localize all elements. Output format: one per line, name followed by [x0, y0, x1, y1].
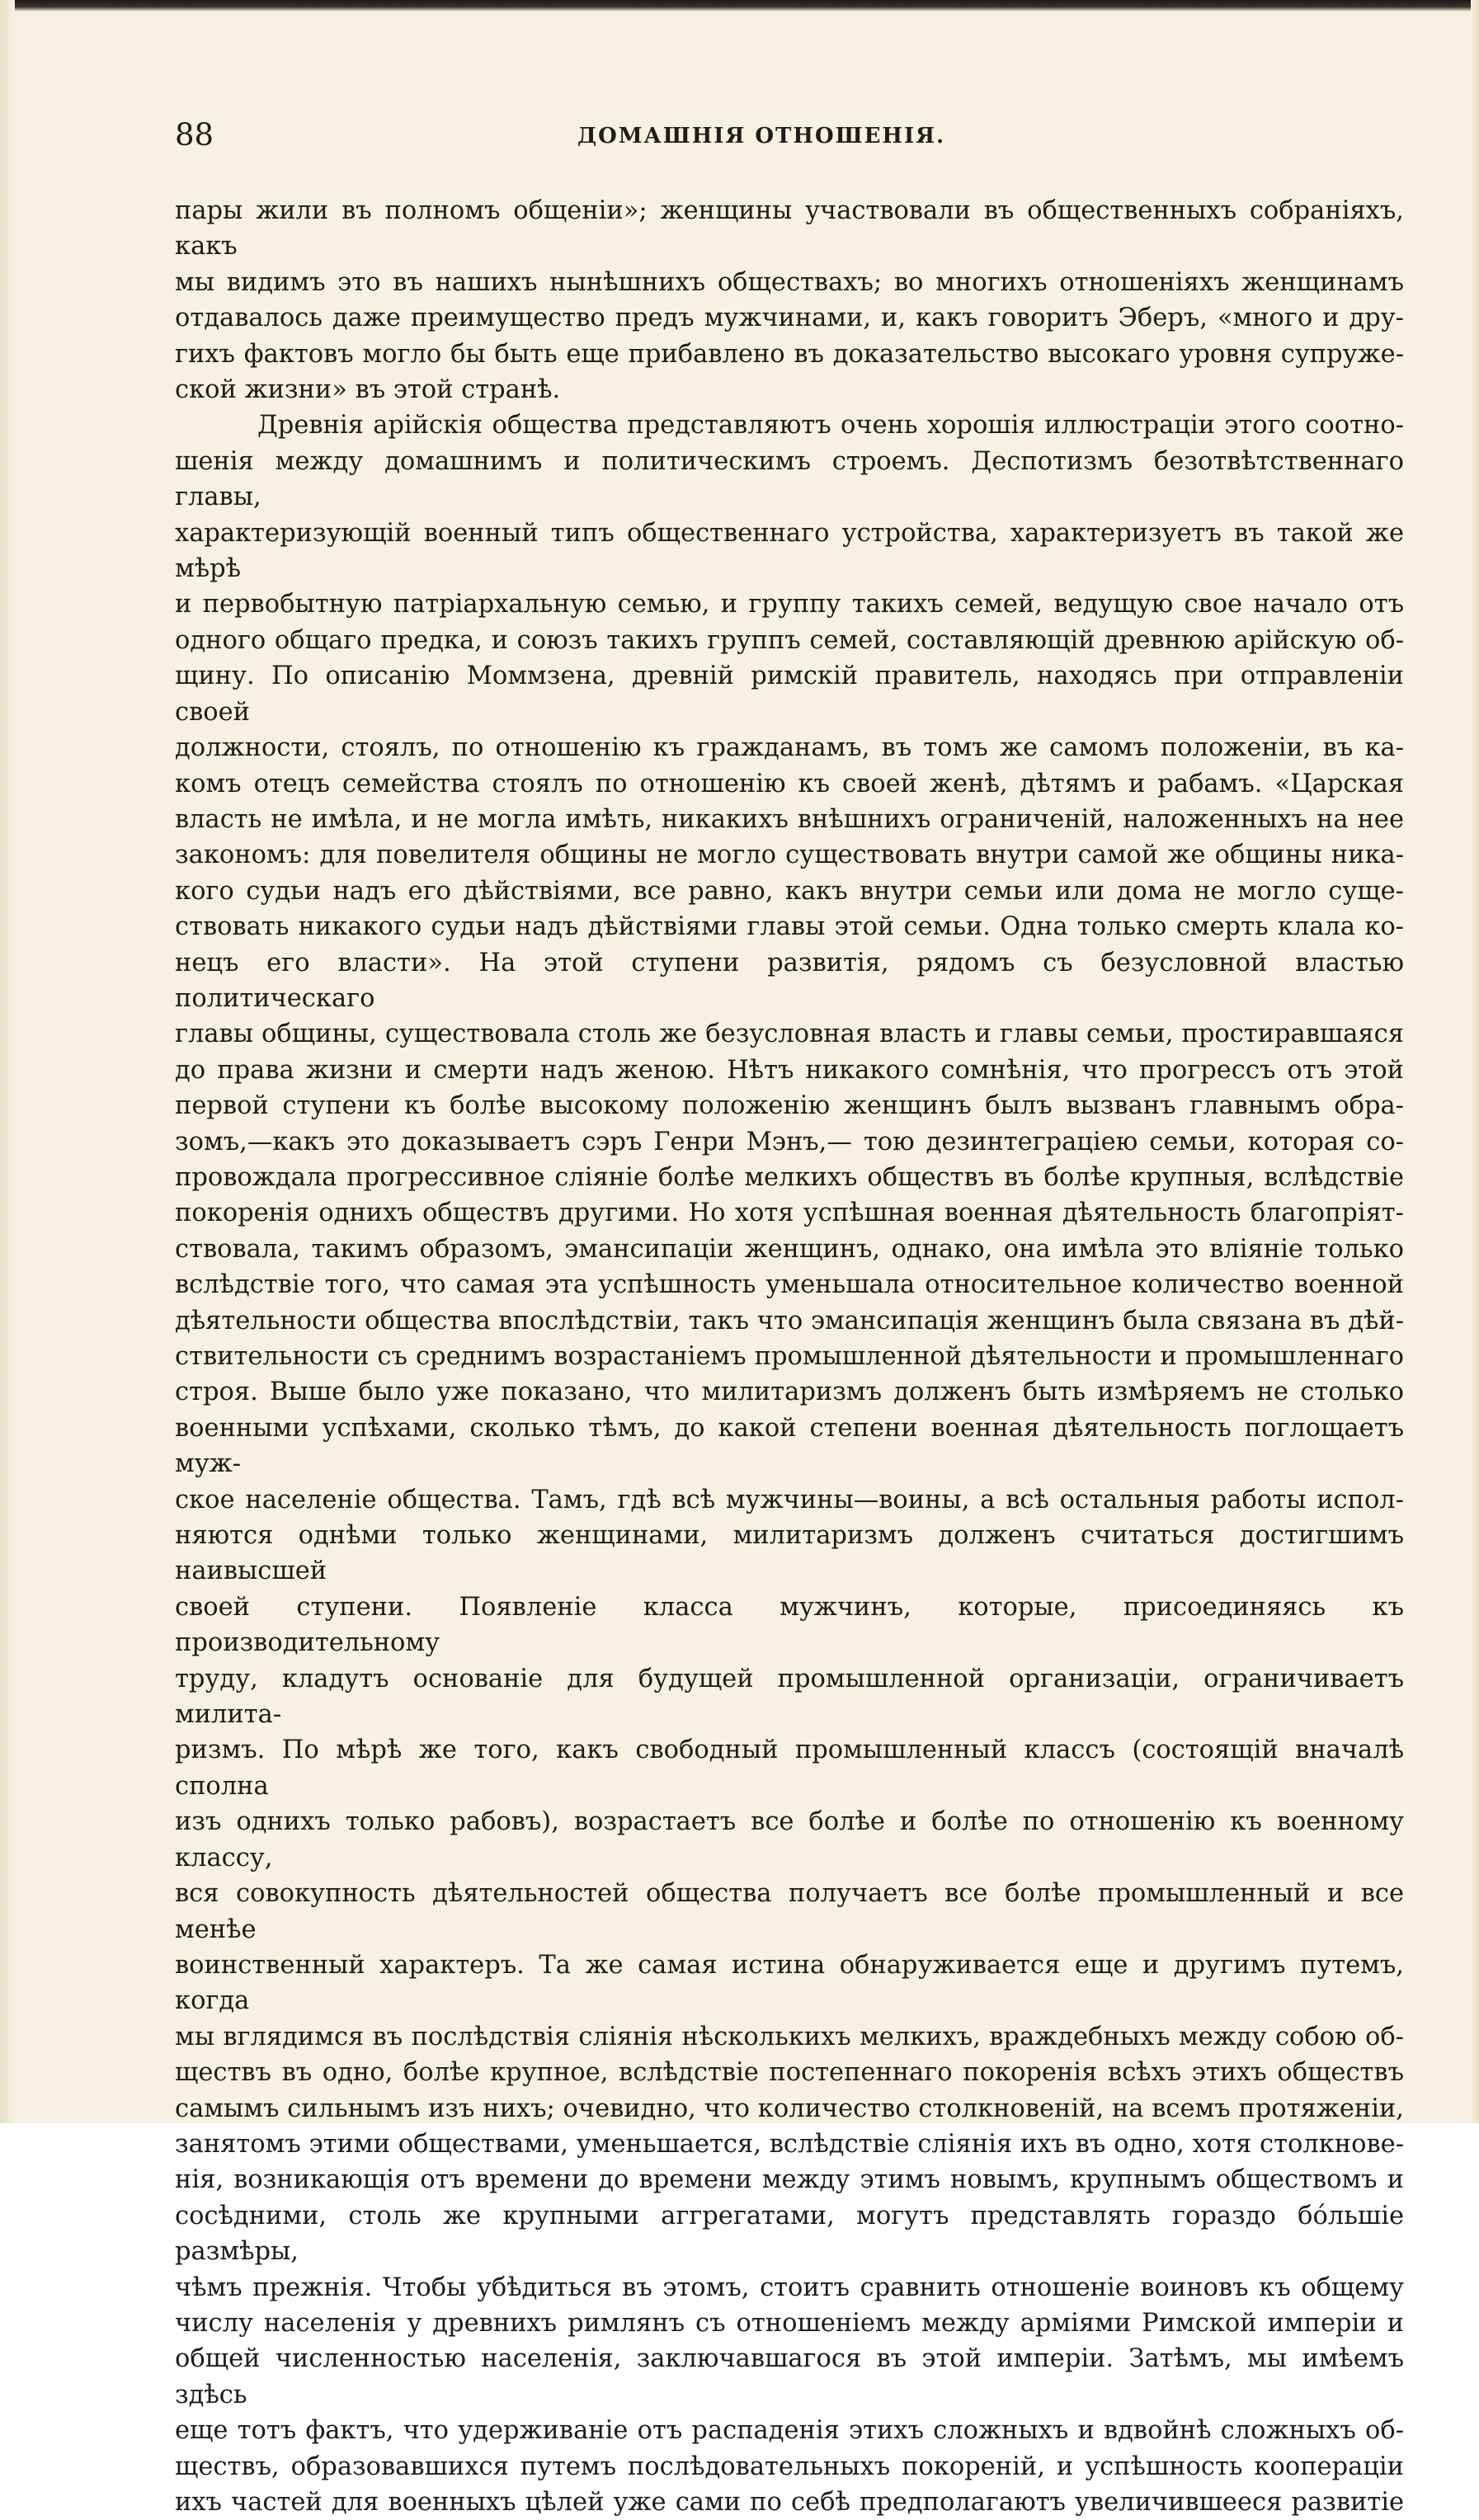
text-line: одного общаго предка, и союзъ такихъ группъ семей, составляющій древнюю арійскую об- — [175, 625, 1404, 655]
running-header: ДОМАШНІЯ ОТНОШЕНІЯ. — [577, 124, 946, 148]
text-line: должности, стоялъ, по отношенію къ гражданамъ, въ томъ же самомъ положеніи, въ ка- — [175, 733, 1404, 763]
text-line: до права жизни и смерти надъ женою. Нѣтъ никакого сомнѣнія, что прогрессъ отъ этой — [175, 1055, 1404, 1085]
text-line: пары жили въ полномъ общеніи»; женщины участвовали въ общественныхъ собраніяхъ, какъ — [175, 196, 1404, 261]
text-line: ществъ въ одно, болѣе крупное, вслѣдствіе постепеннаго покоренія всѣхъ этихъ обществъ — [175, 2058, 1404, 2088]
text-line: сосѣдними, столь же крупными аггрегатами, могутъ представлять гораздо бóльшіе размѣры, — [175, 2201, 1404, 2267]
text-line: занятомъ этими обществами, уменьшается, вслѣдствіе сліянія ихъ въ одно, хотя столкнове- — [175, 2129, 1404, 2159]
text-line: ское населеніе общества. Тамъ, гдѣ всѣ мужчины—воины, а всѣ остальныя работы испол- — [175, 1485, 1404, 1514]
text-line: комъ отецъ семейства стоялъ по отношенію къ своей женѣ, дѣтямъ и рабамъ. «Царская — [175, 769, 1404, 798]
text-line: мы вглядимся въ послѣдствія сліянія нѣсколькихъ мелкихъ, враждебныхъ между собою об- — [175, 2022, 1404, 2051]
text-line: труду, кладутъ основаніе для будущей промышленной организаціи, ограничиваетъ милита- — [175, 1664, 1404, 1730]
text-line: еще тотъ фактъ, что удерживаніе отъ распаденія этихъ сложныхъ и вдвойнѣ сложныхъ об- — [175, 2416, 1404, 2446]
text-line: власть не имѣла, и не могла имѣть, никакихъ внѣшнихъ ограниченій, наложенныхъ на нее — [175, 804, 1404, 834]
text-line: мы видимъ это въ нашихъ нынѣшнихъ обществахъ; во многихъ отношеніяхъ женщинамъ — [175, 267, 1404, 297]
text-line: шенія между домашнимъ и политическимъ строемъ. Деспотизмъ безотвѣтственнаго главы, — [175, 446, 1404, 512]
text-line: нецъ его власти». На этой ступени развитія, рядомъ съ безусловной властью политическаго — [175, 948, 1404, 1013]
text-line: числу населенія у древнихъ римлянъ съ отношеніемъ между арміями Римской имперіи и — [175, 2308, 1404, 2338]
text-line: ствовать никакого судьи надъ дѣйствіями главы этой семьи. Одна только смерть клала ко- — [175, 912, 1404, 942]
text-line: покоренія однихъ обществъ другими. Но хотя успѣшная военная дѣятельность благопріят- — [175, 1199, 1404, 1228]
text-line: воинственный характеръ. Та же самая истина обнаруживается еще и другимъ путемъ, когда — [175, 1950, 1404, 2016]
text-line: строя. Выше было уже показано, что милитаризмъ долженъ быть измѣряемъ не столько — [175, 1378, 1404, 1407]
text-line: самымъ сильнымъ изъ нихъ; очевидно, что количество столкновеній, на всемъ протяженіи, — [175, 2094, 1404, 2123]
text-line: ризмъ. По мѣрѣ же того, какъ свободный промышленный классъ (состоящій вначалѣ сполна — [175, 1736, 1404, 1801]
text-line: провождала прогрессивное сліяніе болѣе мелкихъ обществъ въ болѣе крупныя, вслѣдствіе — [175, 1162, 1404, 1192]
text-line: своей ступени. Появленіе класса мужчинъ, которые, присоединяясь къ производительному — [175, 1592, 1404, 1658]
text-line: ской жизни» въ этой странѣ. — [175, 375, 561, 405]
text-line: отдавалось даже преимущество предъ мужчинами, и, какъ говоритъ Эберъ, «много и дру- — [175, 304, 1404, 333]
text-line: чѣмъ прежнія. Чтобы убѣдиться въ этомъ, стоитъ сравнить отношеніе воиновъ къ общему — [175, 2273, 1404, 2302]
scan-left-shade — [0, 0, 15, 2123]
text-line: военными успѣхами, сколько тѣмъ, до какой степени военная дѣятельность поглощаетъ муж- — [175, 1413, 1404, 1479]
text-line: первой ступени къ болѣе высокому положенію женщинъ былъ вызванъ главнымъ обра- — [175, 1091, 1404, 1121]
text-line: главы общины, существовала столь же безусловная власть и главы семьи, простиравшаяся — [175, 1020, 1404, 1049]
text-line: вслѣдствіе того, что самая эта успѣшность уменьшала относительное количество военной — [175, 1270, 1404, 1300]
text-line: характеризующій военный типъ общественнаго устройства, характеризуетъ въ такой же мѣрѣ — [175, 518, 1404, 584]
text-line: ствовала, такимъ образомъ, эмансипаціи женщинъ, однако, она имѣла это вліяніе только — [175, 1234, 1404, 1264]
text-line: няются однѣми только женщинами, милитаризмъ долженъ считаться достигшимъ наивысшей — [175, 1521, 1404, 1586]
text-line: ществъ, образовавшихся путемъ послѣдовательныхъ покореній, и успѣшность коопераціи — [175, 2452, 1404, 2481]
text-line: кого судьи надъ его дѣйствіями, все равно, какъ внутри семьи или дома не могло суще- — [175, 876, 1404, 906]
text-line: щину. По описанію Моммзена, древній римскій правитель, находясь при отправленіи своей — [175, 662, 1404, 727]
text-line: нія, возникающія отъ времени до времени между этимъ новымъ, крупнымъ обществомъ и — [175, 2165, 1404, 2195]
text-line: дѣятельности общества впослѣдствіи, такъ что эмансипація женщинъ была связана въ дѣй- — [175, 1306, 1404, 1335]
text-line: общей численностью населенія, заключавшагося въ этой имперіи. Затѣмъ, мы имѣемъ здѣсь — [175, 2344, 1404, 2409]
text-line: ихъ частей для военныхъ цѣлей уже сами по себѣ предполагаютъ увеличившееся развитіе — [175, 2488, 1404, 2517]
text-line: и первобытную патріархальную семью, и группу такихъ семей, ведущую свое начало отъ — [175, 590, 1404, 619]
text-line: изъ однихъ только рабовъ), возрастаетъ все болѣе и болѣе по отношенію къ военному классу, — [175, 1807, 1404, 1872]
scan-top-edge — [0, 0, 1479, 12]
text-line: зомъ,—какъ это доказываетъ сэръ Генри Мэнъ,— тою дезинтеграціею семьи, которая со- — [175, 1127, 1404, 1156]
scan-right-edge — [1471, 0, 1479, 2123]
text-line: ствительности съ среднимъ возрастаніемъ промышленной дѣятельности и промышленнаго — [175, 1342, 1404, 1371]
text-line: гихъ фактовъ могло бы быть еще прибавлено въ доказательство высокаго уровня супруже- — [175, 339, 1404, 369]
text-line: закономъ: для повелителя общины не могло существовать внутри самой же общины ника- — [175, 841, 1404, 870]
page-number: 88 — [175, 117, 214, 153]
text-line: Древнія арійскія общества представляютъ очень хорошія иллюстраціи этого соотно- — [257, 411, 1404, 440]
text-line: вся совокупность дѣятельностей общества получаетъ все болѣе промышленный и все менѣе — [175, 1879, 1404, 1944]
body-text — [175, 193, 1404, 2520]
